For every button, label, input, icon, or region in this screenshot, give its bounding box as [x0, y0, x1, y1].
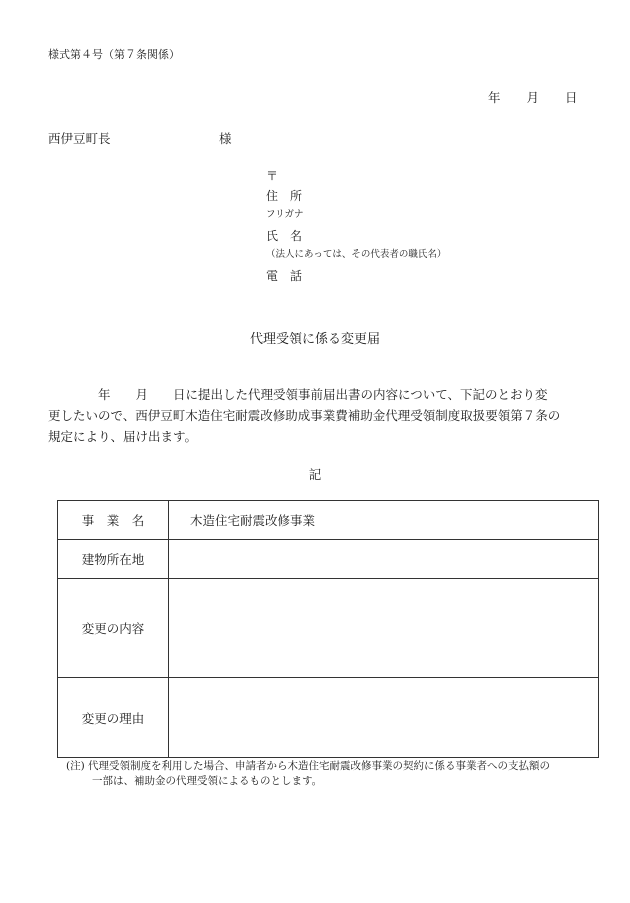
body-line-3: 規定により、届け出ます。: [48, 429, 198, 444]
body-paragraph: [48, 384, 582, 447]
footnote-line-2: 一部は、補助金の代理受領によるものとします。: [92, 775, 323, 787]
applicant-block: [266, 170, 446, 290]
details-table: [57, 500, 599, 758]
table-row: [58, 579, 599, 678]
address-label: 住 所: [266, 189, 303, 203]
phone-label: 電 話: [266, 269, 303, 283]
row-label-change-reason: 変更の理由: [58, 678, 169, 758]
date-day: 日: [565, 90, 578, 105]
furigana-label: フリガナ: [266, 209, 304, 220]
row-label-change-content: 変更の内容: [58, 579, 169, 678]
form-number: 様式第４号（第７条関係）: [48, 48, 180, 61]
table-row: [58, 501, 599, 540]
date-year: 年: [488, 90, 501, 105]
row-value-change-reason: [169, 678, 599, 758]
corporate-note: （法人にあっては、その代表者の職氏名）: [266, 249, 447, 260]
date-line: [488, 88, 578, 106]
addressee-name: 西伊豆町長: [48, 131, 111, 146]
row-value-change-content: [169, 579, 599, 678]
ki-heading: 記: [308, 467, 322, 482]
postal-mark: 〒: [266, 169, 279, 183]
row-value-project: 木造住宅耐震改修事業: [169, 501, 599, 540]
row-label-project: 事 業 名: [58, 501, 169, 540]
row-label-location: 建物所在地: [58, 540, 169, 579]
name-label: 氏 名: [266, 229, 303, 243]
addressee-honorific: 様: [219, 131, 232, 146]
table-row: [58, 540, 599, 579]
body-line-1: 年 月 日に提出した代理受領事前届出書の内容について、下記のとおり変: [48, 387, 548, 402]
date-month: 月: [526, 90, 540, 105]
body-line-2: 更したいので、西伊豆町木造住宅耐震改修助成事業費補助金代理受領制度取扱要領第７条の: [48, 408, 561, 423]
row-value-location: [169, 540, 599, 579]
addressee: [48, 129, 232, 147]
document-title: 代理受領に係る変更届: [249, 332, 380, 347]
footnote-line-1: (注) 代理受領制度を利用した場合、申請者から木造住宅耐震改修事業の契約に係る事業者への支払額の: [66, 760, 551, 772]
footnote: [66, 759, 550, 789]
table-row: [58, 678, 599, 758]
